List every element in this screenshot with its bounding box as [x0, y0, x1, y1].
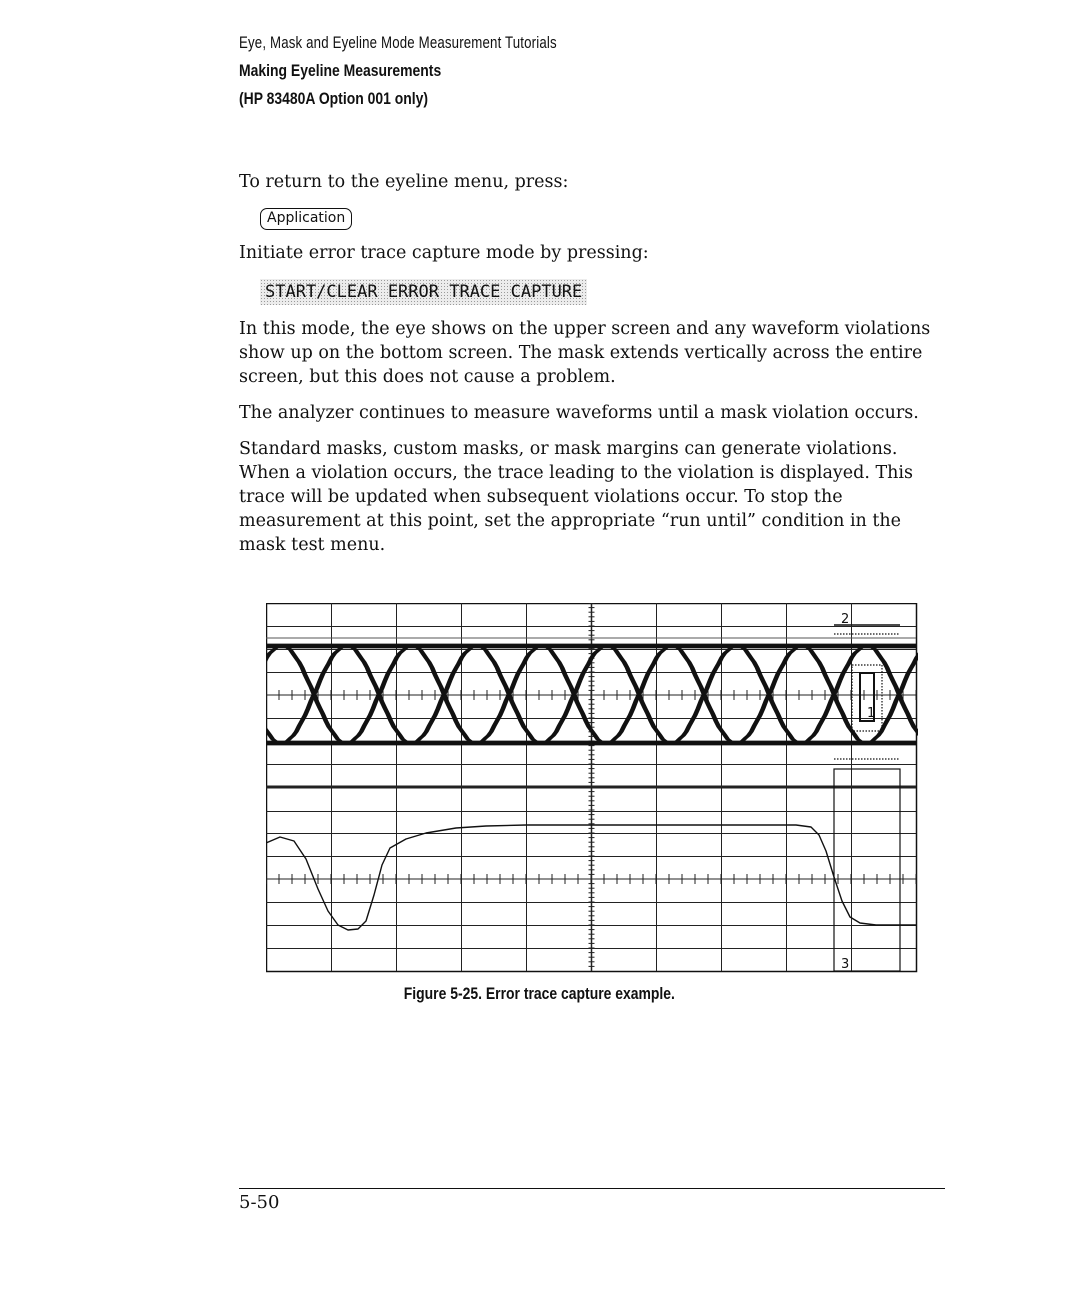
error-trace-capture-softkey: START/CLEAR ERROR TRACE CAPTURE — [260, 279, 587, 305]
paragraph-return: To return to the eyeline menu, press: — [239, 172, 569, 192]
page-title: Making Eyeline Measurements — [239, 61, 442, 80]
eyeline-figure — [266, 603, 918, 978]
paragraph-mode: In this mode, the eye shows on the upper screen and any waveform violations show up on the bottom screen. The mask extends vertically across the entire screen, but this does not cause a problem. — [239, 319, 931, 387]
figure-caption-wrap — [0, 984, 1078, 1004]
footer-rule — [239, 1188, 945, 1189]
paragraph-continues: The analyzer continues to measure waveforms until a mask violation occurs. — [239, 403, 919, 423]
mask-label-1: 1 — [867, 706, 876, 721]
page-number: 5-50 — [239, 1192, 280, 1213]
section-header: Eye, Mask and Eyeline Mode Measurement Tutorials — [239, 33, 557, 52]
paragraph-initiate: Initiate error trace capture mode by pressing: — [239, 243, 649, 263]
page-subtitle: (HP 83480A Option 001 only) — [239, 89, 429, 108]
mask-label-2: 2 — [841, 612, 850, 627]
scope-screen — [266, 603, 918, 973]
application-key: Application — [260, 208, 352, 230]
mask-label-3: 3 — [841, 957, 850, 972]
paragraph-violations: Standard masks, custom masks, or mask margins can generate violations. When a violation occurs, the trace leading to the violation is displayed. This trace will be updated when subsequent violations occur. To stop the measurement at this point, set the appropriate “run until” condition in the mask test menu. — [239, 439, 914, 555]
figure-caption: Figure 5-25. Error trace capture example. — [403, 984, 675, 1003]
